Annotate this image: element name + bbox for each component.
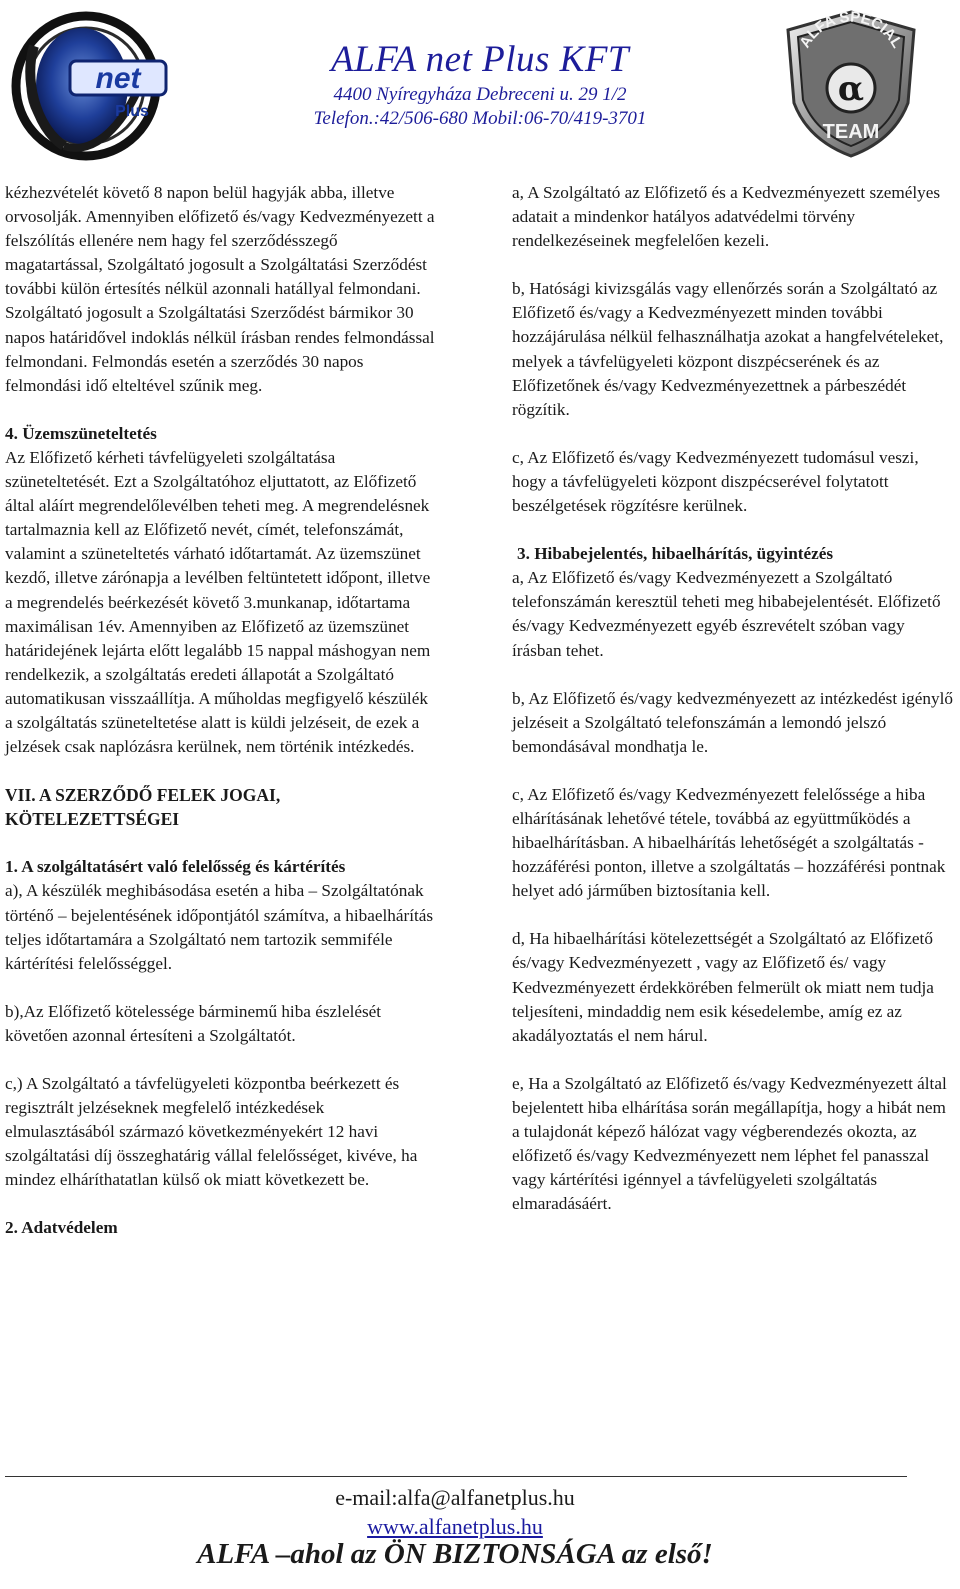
letterhead <box>0 0 960 175</box>
paragraph-termination: kézhezvételét követő 8 napon belül hagyják abba, illetve orvosolják. Amennyiben előfizető és/vagy Kedvezményezett a felszólítás ellenére nem hagy fel szerződésszegő magatartással, Szolgáltató jogosult a Szolgáltatási Szerződést további külön értesítés nélkül azonnali hatállyal felmondani. Szolgáltató jogosult a Szolgáltatási Szerződést bármikor 30 napos határidővel indoklás nélkül írásban rendes felmondással felmondani. Felmondás esetén a szerződés 30 napos felmondási idő elteltével szűnik meg. <box>5 183 435 395</box>
paragraph-data-a: a, A Szolgáltató az Előfizető és a Kedvezményezett személyes adatait a mindenkor hatályos adatvédelmi törvény rendelkezéseinek megfelelően kezeli. <box>512 183 941 251</box>
paragraph-data-c: c, Az Előfizető és/vagy Kedvezményezett tudomásul veszi, hogy a távfelügyeleti központ diszpécserével folytatott beszélgetések rögzítésre kerülnek. <box>512 447 919 516</box>
paragraph-liability-a: a), A készülék meghibásodása esetén a hiba – Szolgáltatónak történő – bejelentésének időpontjától számítva, a hibaelhárítás teljes időtartamára a Szolgáltató nem tartozik semmiféle kártérítési felelősséggel. <box>5 881 434 973</box>
footer-email[interactable]: e-mail:alfa@alfanetplus.hu <box>335 1485 575 1510</box>
company-name: ALFA net Plus KFT <box>330 39 630 80</box>
heading-suspension: 4. Üzemszüneteltetés <box>5 423 157 443</box>
footer-slogan: ALFA –ahol az ÖN BIZTONSÁGA az első! <box>197 1538 713 1570</box>
svg-text:TEAM: TEAM <box>822 121 880 143</box>
company-address: 4400 Nyíregyháza Debreceni u. 29 1/2 <box>333 84 627 105</box>
heading-data-protection: 2. Adatvédelem <box>5 1218 118 1238</box>
footer-divider <box>5 1476 907 1477</box>
paragraph-fault-d: d, Ha hibaelhárítási kötelezettségét a Szolgáltató az Előfizető és/vagy Kedvezményezett , vagy az Előfizető és/ vagy Kedvezményezett érdekkörében felmerült ok miatt nem tudja teljesíteni, mindaddig nem esik késedelembe, amíg ez az akadályoztatás el nem hárul. <box>512 929 934 1045</box>
paragraph-fault-e: e, Ha a Szolgáltató az Előfizető és/vagy Kedvezményezett által bejelentett hiba elhárítása során megállapítja, hogy a hibát nem a tulajdonát képező hálózat vagy végberendezés okozta, az előfizető és/vagy Kedvezményezett nem léphet fel panasszal vagy kártérítési igénnyel a távfelügyeleti szolgáltatás elmaradásáért. <box>512 1073 947 1214</box>
svg-text:ALFA SPECIAL: ALFA SPECIAL <box>796 8 906 52</box>
paragraph-fault-c: c, Az Előfizető és/vagy Kedvezményezett felelőssége a hiba elhárításának lehetővé tétele, továbbá az együttműködés a hibaelhárításban. A hibaelhárítás lehetőségét a szolgáltatás - hozzáférési ponton, illetve a szolgáltatás – hozzáférési pontnak helyet adó járműben biztosítania kell. <box>512 784 946 901</box>
paragraph-fault-b: b, Az Előfizető és/vagy kedvezményezett az intézkedést igénylő jelzéseit a Szolgáltató telefonszámán a lemondó jelszó bemondásával mondhatja le. <box>512 688 953 756</box>
right-column <box>512 181 956 1216</box>
heading-rights-obligations: VII. A SZERZŐDŐ FELEK JOGAI, KÖTELEZETTSÉGEI <box>5 785 281 830</box>
company-phone: Telefon.:42/506-680 Mobil:06-70/419-3701 <box>313 108 647 129</box>
heading-liability: 1. A szolgáltatásért való felelősség és kártérítés <box>5 857 346 877</box>
svg-text:net: net <box>95 62 141 95</box>
paragraph-liability-c: c,) A Szolgáltató a távfelügyeleti központba beérkezett és regisztrált jelzéseknek megfelelő intézkedések elmulasztásából származó következményekért 12 havi szolgáltatási díj összeghatárig vállal felelősséget, kivéve, ha mindez elháríthatatlan külső ok miatt következett be. <box>5 1074 418 1190</box>
paragraph-liability-b: b),Az Előfizető kötelessége bárminemű hiba észlelését követően azonnal értesíteni a Szolgáltatót. <box>5 1001 382 1045</box>
footer-website-link[interactable]: www.alfanetplus.hu <box>367 1514 543 1539</box>
heading-fault-reporting: 3. Hibabejelentés, hibaelhárítás, ügyintézés <box>517 544 834 564</box>
alfa-special-team-shield-icon <box>782 8 920 158</box>
paragraph-fault-a: a, Az Előfizető és/vagy Kedvezményezett a Szolgáltató telefonszámán keresztül teheti meg hibabejelentését. Előfizető és/vagy Kedvezményezett egyéb észrevételt szóban vagy írásban tehet. <box>512 568 941 660</box>
left-column <box>5 181 437 1241</box>
svg-text:α: α <box>837 69 865 109</box>
paragraph-suspension: Az Előfizető kérheti távfelügyeleti szolgáltatása szüneteltetését. Ezt a Szolgáltatóhoz eljuttatott, az Előfizető által aláírt megrendelőlevélben teheti meg. A megrendelésnek tartalmaznia kell az Előfizető nevét, címét, telefonszámát, valamint a szüneteltetés várható időtartamát. Az üzemszünet kezdő, illetve zárónapja a levélben feltüntetett időpont, illetve a megrendelés beérkezését követő 3.munkanap, időtartama maximálisan 1év. Amennyiben az Előfizető az üzemszünet határidejének lejárta előtt legalább 15 nappal máshogyan nem rendelkezik, a szolgáltatás eredeti állapotát a Szolgáltató automatikusan visszaállítja. A műholdas megfigyelő készülék a szolgáltatás szüneteltetése alatt is küldi jelzéseit, de ezek a jelzések csak naplózásra kerülnek, nem történik intézkedés. <box>5 447 431 757</box>
svg-text:Plus: Plus <box>115 103 149 120</box>
paragraph-data-b: b, Hatósági kivizsgálás vagy ellenőrzés során a Szolgáltató az Előfizető és/vagy a Kedvezményezett minden további hozzájárulása nélkül felhasználhatja azokat a hangfelvételeket, melyek a távfelügyeleti központ diszpécserének és az Előfizetőnek és/vagy Kedvezményezettnek a párbeszédét rögzítik. <box>512 279 944 419</box>
